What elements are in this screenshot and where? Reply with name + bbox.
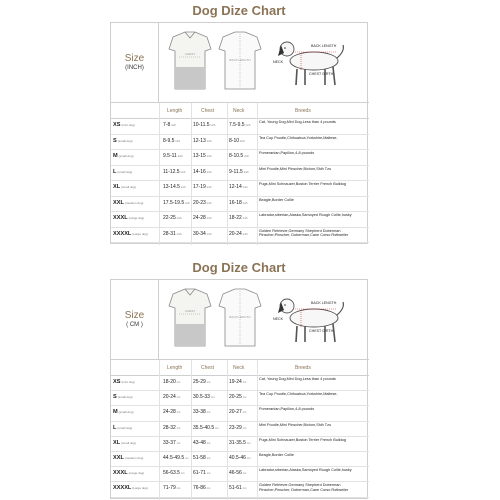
table-row [111, 119, 369, 135]
header-length: Length [167, 365, 183, 371]
chest-value: 20-23 [193, 199, 206, 206]
table-row [111, 391, 369, 406]
unit-text: cm [176, 396, 181, 400]
neck-value: 51-61 [229, 485, 242, 492]
size-chart-inch [110, 0, 368, 245]
length-value: 28-32 [163, 424, 176, 431]
garment-illustrations [159, 23, 369, 102]
size-cell [113, 455, 143, 461]
size-header-cell [111, 23, 159, 102]
size-label: Size [124, 310, 145, 321]
chest-value: 61-71 [193, 470, 206, 477]
size-note: (Large dog) [132, 486, 148, 491]
size-note: (small dog) [117, 425, 133, 430]
neck-value: 40.5-46 [229, 455, 246, 461]
chart-title: Dog Dize Chart [192, 3, 286, 18]
unit-text: cm [176, 411, 181, 415]
unit-text: inch [176, 217, 182, 220]
dog-icon [273, 42, 343, 85]
size-cell [113, 440, 136, 446]
neck-value: 20-24 [229, 230, 242, 237]
unit-text: cm [176, 426, 181, 430]
neck-value: 46-56 [229, 470, 242, 477]
breeds-cell: Pugs,Mini Schnauzer,Boston Terrier French Bulldog [259, 437, 346, 442]
unit-text: inch [243, 170, 249, 174]
unit-text: inch [242, 217, 248, 220]
unit-text: cm [206, 381, 211, 384]
length-value: 18-20 [163, 379, 176, 385]
length-value: 8-9.5 [163, 137, 175, 144]
chest-cell [193, 394, 214, 400]
garment-illustrations [159, 280, 369, 359]
shirt-back-icon [219, 32, 261, 89]
back-length-label: BACK LENGTH [311, 301, 337, 305]
table-row [111, 437, 369, 452]
chest-cell [193, 379, 210, 385]
back-length-garment-label: BACK LENGTH [229, 315, 251, 319]
length-value: 71-79 [163, 485, 176, 492]
chart-frame [110, 279, 368, 499]
unit-label: (INCH) [125, 65, 144, 71]
chest-cell [193, 169, 212, 175]
chest-cell [193, 122, 215, 128]
chest-value: 13-15 [193, 153, 206, 159]
breeds-cell: Cat, Young Dog,Mini Dog,Less than 4 pounds [259, 120, 336, 124]
chest-cell [193, 470, 210, 476]
header-breeds: Breeds [295, 365, 311, 371]
neck-value: 7.5-9.5 [229, 122, 245, 128]
unit-text: cm [246, 457, 251, 460]
neck-value: 19-24 [229, 379, 242, 385]
size-note: (small dog) [118, 154, 134, 158]
breeds-cell: Mini Poodle,Mini Pinscher,Bichon,Shih Tzu [259, 422, 332, 427]
breeds-cell: Beagle,Border Collie [259, 453, 294, 457]
size-value: XS [113, 379, 121, 385]
length-cell [163, 153, 183, 159]
table-header [111, 360, 369, 376]
size-cell [113, 122, 135, 128]
size-cell [113, 379, 135, 385]
unit-text: inch [242, 201, 248, 205]
unit-text: cm [176, 487, 181, 491]
unit-label: ( CM ) [126, 322, 143, 328]
chest-cell [193, 200, 212, 206]
table-row [111, 166, 369, 182]
chart-frame [110, 22, 368, 244]
svg-text:CHEST: CHEST [184, 309, 196, 313]
size-value: L [113, 168, 117, 175]
length-value: 33-37 [163, 439, 176, 446]
breeds-cell: Cat, Young Dog,Mini Dog,Less than 4 pounds [259, 377, 336, 381]
unit-text: inch [240, 139, 245, 143]
unit-text: inch [245, 124, 251, 127]
size-note: (small dog) [117, 395, 133, 400]
length-value: 11-12.5 [163, 168, 180, 175]
shirt-back-icon [219, 289, 261, 346]
chest-value: 76-86 [193, 485, 206, 492]
neck-value: 9-11.5 [229, 168, 243, 175]
size-value: XL [113, 184, 121, 190]
back-length-label: BACK LENGTH [311, 44, 337, 48]
chest-girth-label: CHEST GIRTH [309, 329, 334, 333]
size-value: XXXL [113, 470, 128, 477]
neck-value: 8-10 [229, 137, 240, 144]
header-neck: Neck [233, 108, 245, 114]
neck-cell [229, 379, 246, 385]
chest-cell [193, 184, 212, 190]
breeds-cell: Labrador,siberian,Alaska,Samoyed Rough Collie,husky [259, 468, 352, 473]
size-note: (small dog) [121, 185, 136, 189]
chest-value: 33-38 [193, 409, 206, 416]
table-row [111, 135, 369, 151]
unit-text: inch [206, 217, 212, 220]
length-cell [163, 379, 180, 385]
unit-text: cm [206, 487, 211, 491]
size-value: XS [113, 122, 121, 128]
chest-value: 10-11.5 [193, 122, 210, 128]
neck-value: 8-10.5 [229, 153, 244, 159]
breeds-cell: Tea Cup Poodle,Chihuahua,Yorkshire,Maltese, [259, 392, 338, 397]
unit-text: cm [242, 487, 247, 491]
neck-value: 12-14 [229, 184, 242, 190]
size-note: (small dog) [117, 138, 133, 143]
dog-icon [273, 299, 343, 342]
unit-text: cm [180, 472, 185, 476]
size-cell [113, 200, 143, 206]
size-value: L [113, 424, 117, 431]
chest-value: 35.5-40.5 [193, 424, 215, 431]
unit-text: cm [206, 411, 211, 415]
size-cell [113, 470, 144, 476]
size-note: (Large dog) [128, 471, 145, 476]
unit-text: inch [206, 139, 212, 143]
table-row [111, 150, 369, 166]
header-chest: Chest [201, 365, 215, 371]
size-value: XXL [113, 455, 124, 461]
breeds-cell: Beagle,Border Collie [259, 197, 294, 202]
neck-value: 23-29 [229, 424, 242, 431]
table-row [111, 482, 369, 497]
neck-cell [229, 409, 246, 415]
size-note: (medium dog) [124, 456, 144, 460]
chest-value: 30-34 [193, 230, 206, 237]
unit-text: inch [185, 201, 190, 205]
header-chest: Chest [201, 108, 215, 114]
chart-title: Dog Dize Chart [192, 260, 286, 275]
neck-cell [229, 215, 248, 221]
table-header [111, 103, 369, 119]
length-cell [163, 394, 180, 400]
size-note: (small dog) [121, 440, 136, 445]
chest-value: 25-29 [193, 379, 206, 385]
size-cell [113, 231, 148, 237]
unit-text: inch [180, 186, 186, 189]
neck-cell [229, 470, 246, 476]
unit-text: cm [176, 441, 181, 445]
length-value: 9.5-11 [163, 153, 177, 159]
svg-text:CHEST: CHEST [184, 52, 196, 56]
size-value: S [113, 137, 117, 144]
size-cell [113, 153, 134, 159]
size-cell [113, 409, 134, 415]
header-breeds: Breeds [295, 108, 311, 114]
table-row [111, 452, 369, 467]
chest-cell [193, 138, 212, 144]
length-cell [163, 169, 185, 175]
unit-text: cm [206, 472, 211, 476]
chest-cell [193, 231, 212, 237]
unit-text: inch [206, 170, 212, 174]
size-cell [113, 138, 133, 144]
unit-text: cm [242, 472, 247, 476]
breeds-cell: Pomeranian,Papillon,4-8 pounds [259, 151, 315, 155]
breeds-cell: Tea Cup Poodle,Chihuahua,Yorkshire,Maltese, [259, 135, 338, 140]
neck-cell [229, 485, 246, 491]
unit-text: cm [206, 441, 211, 445]
chest-value: 12-13 [193, 137, 206, 144]
length-cell [163, 200, 190, 206]
table-row [111, 467, 369, 482]
neck-cell [229, 138, 245, 144]
unit-text: inch [177, 155, 183, 158]
table-row [111, 197, 369, 213]
length-cell [163, 409, 180, 415]
unit-text: cm [242, 426, 247, 430]
length-cell [163, 485, 180, 491]
breeds-cell: Pomeranian,Papillon,4-8 pounds [259, 407, 315, 412]
chest-cell [193, 153, 212, 159]
chest-value: 14-16 [193, 168, 206, 175]
unit-text: cm [176, 381, 181, 384]
size-value: S [113, 394, 117, 401]
length-value: 56-63.5 [163, 470, 180, 477]
unit-text: inch [206, 155, 212, 158]
neck-cell [229, 440, 250, 446]
length-value: 28-31 [163, 230, 176, 237]
length-value: 7-8 [163, 122, 171, 128]
length-cell [163, 425, 180, 431]
size-note: (mini dog) [121, 123, 135, 127]
size-cell [113, 184, 136, 190]
size-value: M [113, 409, 118, 416]
unit-text: inch [206, 201, 212, 205]
unit-text: cm [215, 426, 219, 430]
unit-text: cm [242, 381, 247, 384]
neck-value: 18-22 [229, 215, 242, 221]
length-value: 22-25 [163, 215, 176, 221]
measurement-illustration [159, 280, 368, 360]
unit-text: cm [246, 441, 251, 445]
size-value: XXL [113, 199, 124, 206]
neck-cell [229, 425, 246, 431]
breeds-cell: Labrador,siberian,Alaska,Samoyed Rough Collie,husky [259, 213, 352, 217]
length-value: 13-14.5 [163, 184, 180, 190]
unit-text: inch [242, 186, 248, 189]
unit-text: cm [206, 457, 211, 460]
neck-cell [229, 184, 248, 190]
shirt-front-icon [169, 32, 211, 89]
back-length-garment-label: BACK LENGTH [229, 58, 251, 62]
unit-text: cm [242, 396, 247, 400]
chest-value: 17-19 [193, 184, 206, 190]
size-value: XXXL [113, 215, 128, 221]
size-cell [113, 215, 144, 221]
size-label: Size [124, 53, 145, 64]
size-value: XL [113, 439, 121, 446]
unit-text: cm [210, 396, 215, 400]
chest-cell [193, 215, 212, 221]
size-note: (Large dog) [132, 231, 148, 236]
breeds-cell: Golden Retriever,Germany Shepherd Doberman Pinscher,Pinscher, Doberman,Cane Corso Rottweiler [259, 483, 349, 492]
unit-text: cm [185, 457, 189, 460]
measurement-illustration [159, 23, 368, 103]
chest-cell [193, 440, 210, 446]
unit-text: inch [176, 232, 182, 236]
length-cell [163, 440, 180, 446]
length-cell [163, 122, 176, 128]
length-value: 17.5-19.5 [163, 199, 185, 206]
neck-cell [229, 200, 248, 206]
unit-text: inch [210, 124, 216, 127]
size-cell [113, 169, 132, 175]
table-row [111, 181, 369, 197]
neck-value: 31-35.5 [229, 439, 246, 446]
length-value: 44.5-49.5 [163, 455, 185, 461]
unit-text: cm [242, 411, 247, 415]
unit-text: inch [244, 155, 249, 158]
neck-cell [229, 169, 249, 175]
breeds-cell: Pugs,Mini Schnauzer,Boston Terrier French Bulldog [259, 182, 346, 186]
size-note: (small dog) [117, 169, 133, 174]
chest-cell [193, 455, 210, 461]
length-cell [163, 231, 182, 237]
size-note: (Large dog) [128, 216, 145, 220]
table-row [111, 406, 369, 421]
neck-cell [229, 394, 246, 400]
unit-text: inch [175, 139, 181, 143]
neck-value: 20-27 [229, 409, 242, 416]
length-cell [163, 138, 180, 144]
length-cell [163, 215, 182, 221]
chest-value: 51-58 [193, 455, 206, 461]
illustration-row [111, 280, 369, 360]
size-value: XXXXL [113, 485, 132, 492]
neck-label: NECK [273, 317, 283, 321]
neck-value: 16-18 [229, 199, 242, 206]
size-cell [113, 425, 132, 431]
illustration-row [111, 23, 369, 103]
chest-cell [193, 409, 210, 415]
length-value: 24-28 [163, 409, 176, 416]
neck-label: NECK [273, 60, 283, 64]
size-note: (mini dog) [121, 380, 135, 384]
length-cell [163, 455, 189, 461]
chest-value: 43-48 [193, 439, 206, 446]
table-row [111, 376, 369, 391]
unit-text: inch [206, 186, 212, 189]
unit-text: inch [242, 232, 248, 236]
size-chart-cm [110, 257, 368, 500]
shirt-front-icon [169, 289, 211, 346]
neck-cell [229, 122, 250, 128]
table-row [111, 422, 369, 437]
chest-cell [193, 425, 219, 431]
chest-value: 24-28 [193, 215, 206, 221]
neck-cell [229, 153, 249, 159]
size-note: (small dog) [118, 410, 134, 415]
table-row [111, 212, 369, 228]
size-header-cell [111, 280, 159, 359]
header-length: Length [167, 108, 183, 114]
size-value: M [113, 153, 118, 159]
chest-cell [193, 485, 210, 491]
size-value: XXXXL [113, 230, 132, 237]
breeds-cell: Golden Retriever,Germany Shepherd Doberman Pinscher,Pinscher, Doberman,Cane Corso Rottweiler [259, 228, 349, 238]
breeds-cell: Mini Poodle,Mini Pinscher,Bichon,Shih Tzu [259, 166, 332, 171]
unit-text: inch [171, 124, 176, 127]
length-cell [163, 184, 186, 190]
length-value: 20-24 [163, 394, 176, 401]
size-cell [113, 394, 133, 400]
unit-text: inch [206, 232, 212, 236]
chest-girth-label: CHEST GIRTH [309, 72, 334, 76]
unit-text: inch [180, 170, 186, 174]
header-neck: Neck [233, 365, 245, 371]
size-note: (medium dog) [124, 200, 144, 205]
length-cell [163, 470, 184, 476]
neck-value: 20-25 [229, 394, 242, 401]
size-cell [113, 485, 148, 491]
table-row [111, 228, 369, 244]
chest-value: 30.5-33 [193, 394, 210, 401]
neck-cell [229, 455, 250, 461]
neck-cell [229, 231, 248, 237]
